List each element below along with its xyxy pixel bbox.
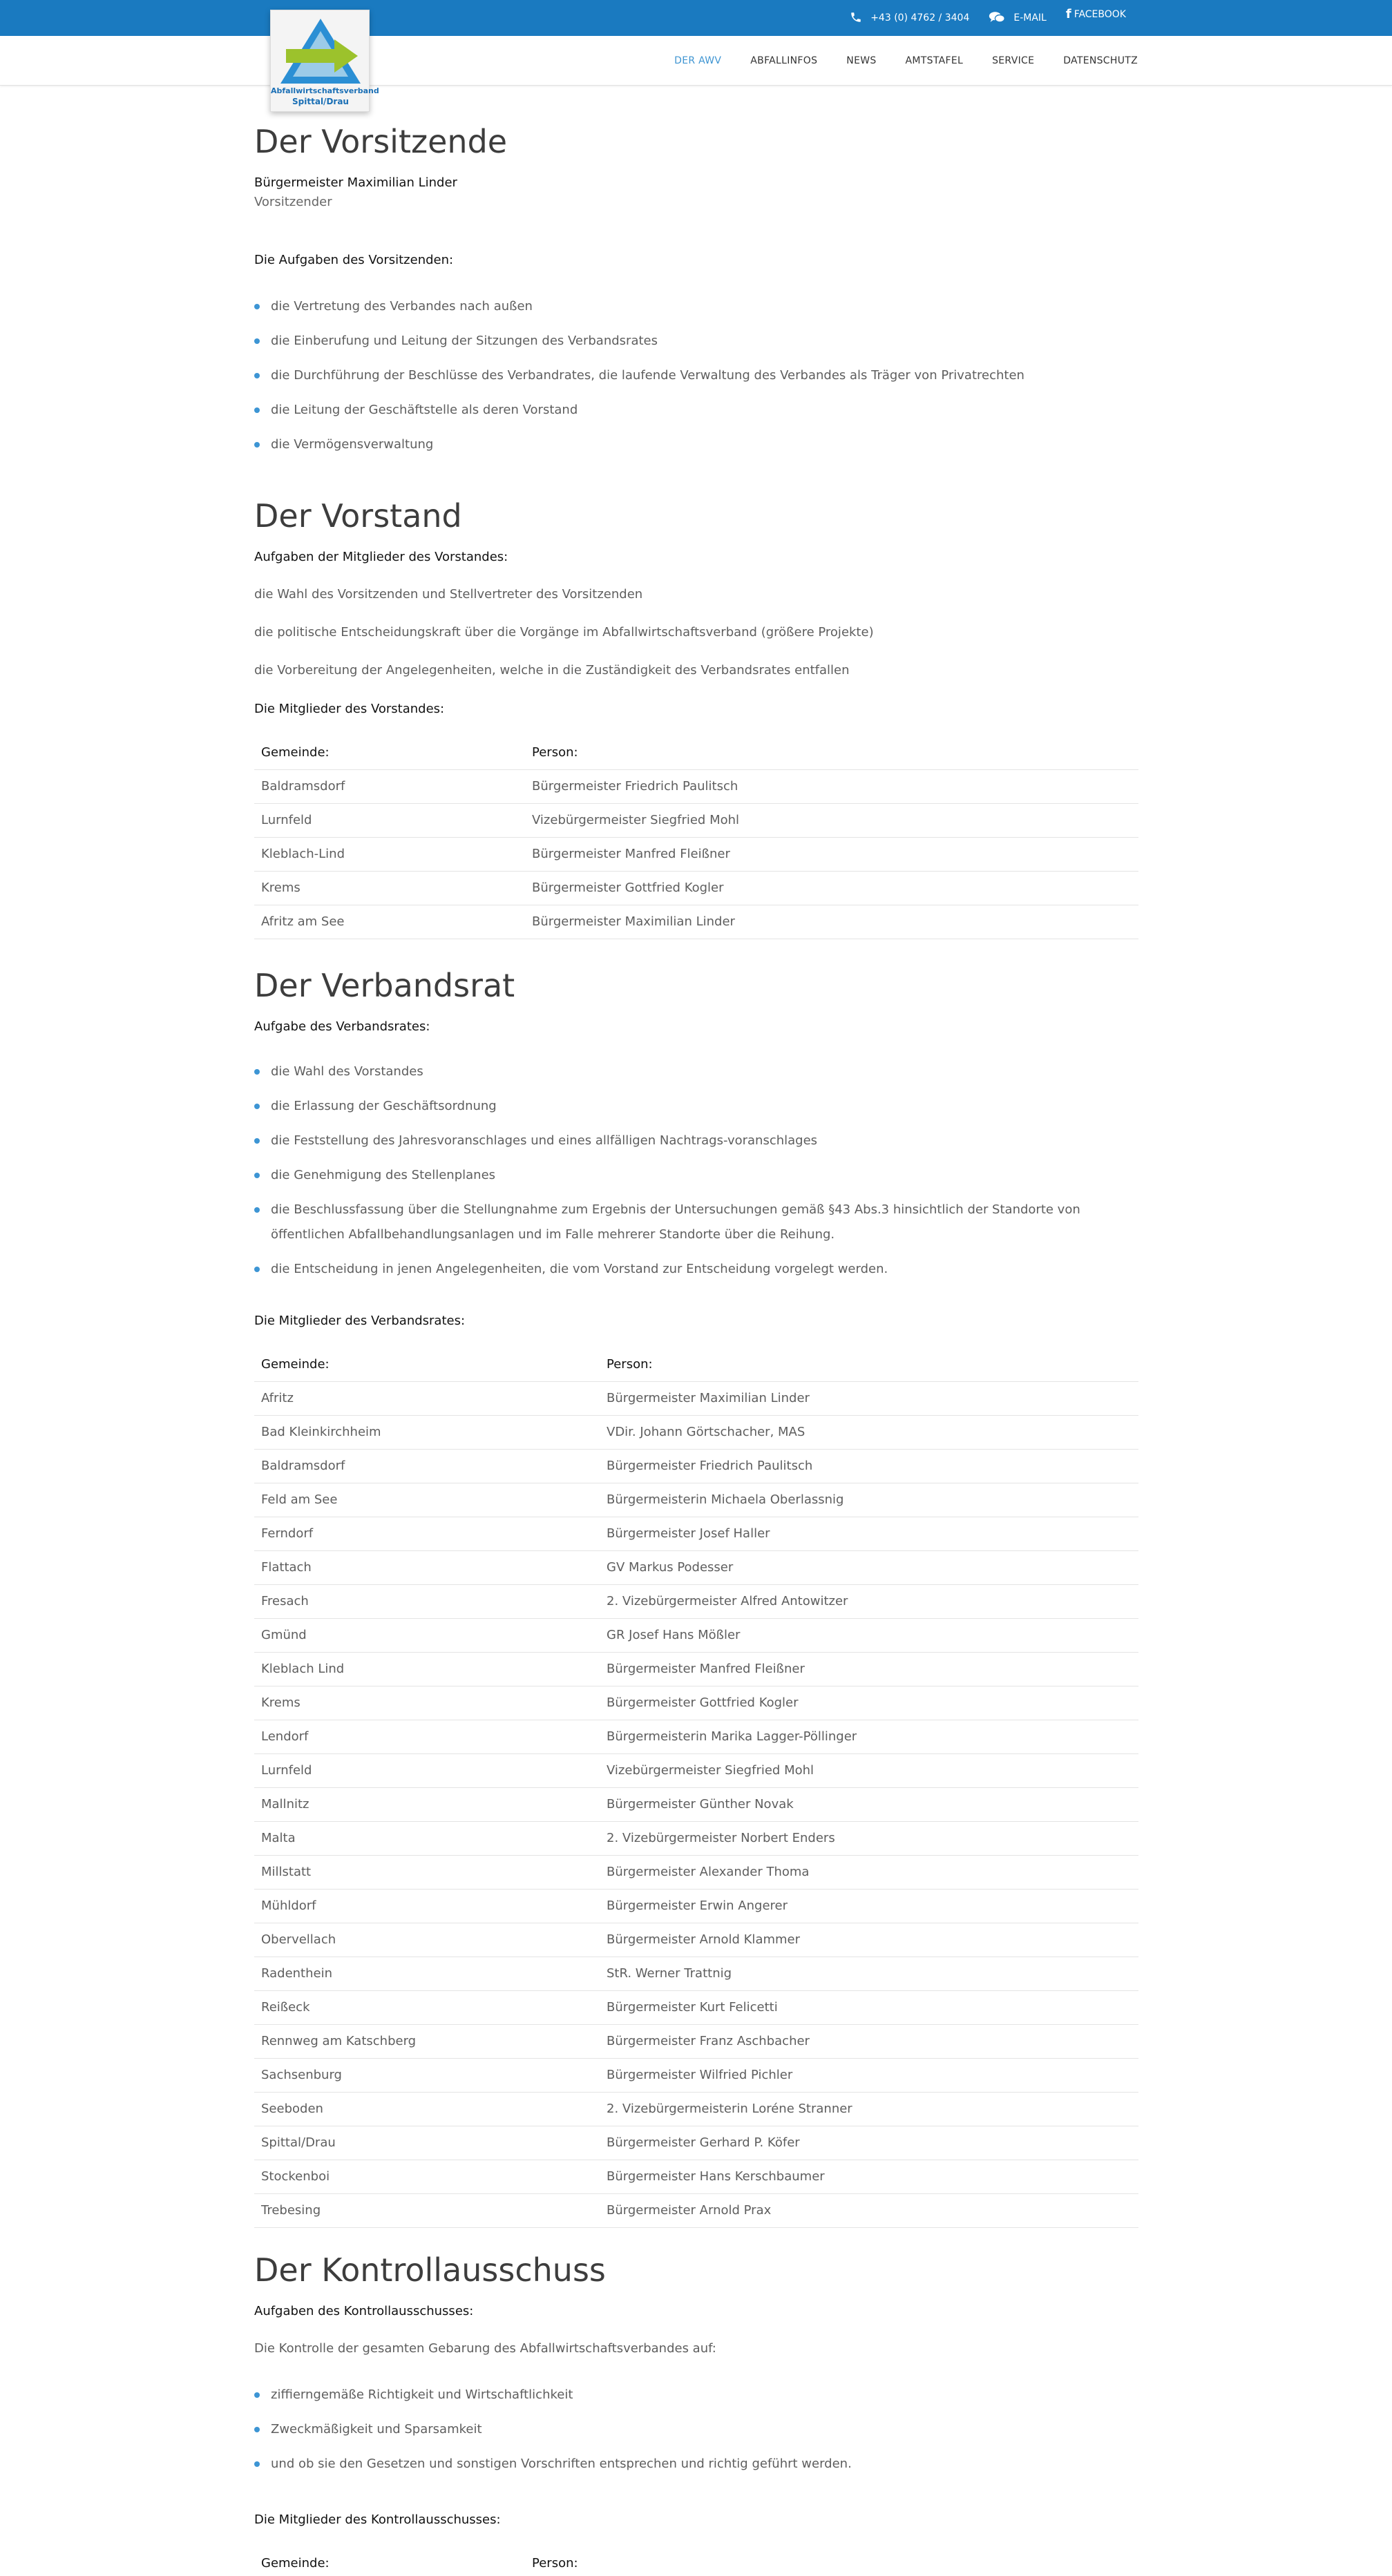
column-header-gemeinde: Gemeinde: [254,736,525,769]
table-row [254,1449,1138,1483]
table-cell: Lendorf [254,1720,600,1753]
table-cell: Afritz am See [254,905,525,939]
table-row [254,1584,1138,1618]
table-row [254,1923,1138,1957]
table-cell: GR Josef Hans Mößler [600,1618,1138,1652]
table-cell: Bürgermeister Arnold Prax [600,2193,1138,2227]
table-cell: Bad Kleinkirchheim [254,1415,600,1449]
chat-bubbles-icon [989,10,1005,26]
chairman-name: Bürgermeister Maximilian Linder [254,175,457,190]
table-cell: Ferndorf [254,1517,600,1550]
table-row [254,803,1138,837]
council-tasks-heading: Aufgabe des Verbandsrates: [254,1019,430,1034]
nav-abfallinfos[interactable]: ABFALLINFOS [750,55,818,66]
table-cell: Baldramsdorf [254,1449,600,1483]
table-cell: Mallnitz [254,1787,600,1821]
audit-tasks-heading: Aufgaben des Kontrollausschusses: [254,2304,474,2318]
table-row [254,1855,1138,1889]
table-cell: GV Markus Podesser [600,1550,1138,1584]
list-item: und ob sie den Gesetzen und sonstigen Vorschriften entsprechen und richtig geführt werden. [254,2452,1138,2477]
email-link[interactable] [989,10,1046,26]
table-cell: Bürgermeister Gottfried Kogler [525,871,1138,905]
column-header-person: Person: [525,736,1138,769]
table-cell: Bürgermeister Franz Aschbacher [600,2024,1138,2058]
table-cell: Malta [254,1821,600,1855]
table-cell: Afritz [254,1381,600,1415]
table-row [254,1787,1138,1821]
list-item: ziffierngemäße Richtigkeit und Wirtschaftlichkeit [254,2383,1138,2407]
list-item: die Entscheidung in jenen Angelegenheiten, die vom Vorstand zur Entscheidung vorgelegt werden. [254,1257,1138,1282]
table-cell: Seeboden [254,2092,600,2126]
table-cell: Reißeck [254,1990,600,2024]
section-title-vorstand: Der Vorstand [254,497,462,535]
council-tasks-list [254,1059,1138,1291]
table-cell: Millstatt [254,1855,600,1889]
list-item: die Feststellung des Jahresvoranschlages und eines allfälligen Nachtrags-voranschlages [254,1128,1138,1153]
table-row [254,1957,1138,1990]
list-item: die Beschlussfassung über die Stellungnahme zum Ergebnis der Untersuchungen gemäß §43 Abs.3 hinsichtlich der Standorte von öffentlichen Abfallbehandlungsanlagen und im Falle mehrerer Standorte über die Reihung. [254,1198,1138,1247]
table-row [254,1550,1138,1584]
logo-emblem [276,16,365,85]
table-cell: Bürgermeister Josef Haller [600,1517,1138,1550]
table-cell: StR. Werner Trattnig [600,1957,1138,1990]
table-cell: Bürgermeisterin Marika Lagger-Pöllinger [600,1720,1138,1753]
column-header-gemeinde: Gemeinde: [254,1348,600,1381]
column-header-gemeinde: Gemeinde: [254,2547,525,2576]
list-item: die Einberufung und Leitung der Sitzungen des Verbandsrates [254,329,1138,354]
table-row [254,1990,1138,2024]
table-cell: Bürgermeister Wilfried Pichler [600,2058,1138,2092]
table-cell: 2. Vizebürgermeisterin Loréne Stranner [600,2092,1138,2126]
list-item: die Genehmigung des Stellenplanes [254,1163,1138,1188]
list-item: die Erlassung der Geschäftsordnung [254,1094,1138,1119]
email-label: E-MAIL [1013,12,1047,23]
list-item: Zweckmäßigkeit und Sparsamkeit [254,2417,1138,2442]
nav-der-awv[interactable]: DER AWV [674,55,722,66]
table-cell: Fresach [254,1584,600,1618]
table-row [254,1889,1138,1923]
board-tasks-heading: Aufgaben der Mitglieder des Vorstandes: [254,550,508,564]
list-item: die Leitung der Geschäftstelle als deren Vorstand [254,398,1138,423]
table-row [254,837,1138,871]
main-navbar [0,36,1392,86]
table-cell: Rennweg am Katschberg [254,2024,600,2058]
table-cell: VDir. Johann Görtschacher, MAS [600,1415,1138,1449]
table-cell: Sachsenburg [254,2058,600,2092]
top-bar [0,0,1392,36]
site-logo[interactable] [270,10,379,112]
board-members-table [254,736,1138,939]
nav-service[interactable]: SERVICE [992,55,1035,66]
table-cell: Obervellach [254,1923,600,1957]
chairman-tasks-heading: Die Aufgaben des Vorsitzenden: [254,253,454,267]
table-row [254,2092,1138,2126]
audit-members-heading: Die Mitglieder des Kontrollausschusses: [254,2512,501,2527]
table-cell: Bürgermeister Manfred Fleißner [525,837,1138,871]
board-task-2: die politische Entscheidungskraft über die Vorgänge im Abfallwirtschaftsverband (größere Projekte) [254,625,874,640]
table-row [254,1381,1138,1415]
table-cell: Bürgermeister Günther Novak [600,1787,1138,1821]
table-cell: Stockenboi [254,2160,600,2193]
table-row [254,2024,1138,2058]
list-item: die Wahl des Vorstandes [254,1059,1138,1084]
table-cell: Bürgermeister Friedrich Paulitsch [600,1449,1138,1483]
chairman-tasks-list [254,294,1138,467]
facebook-label: FACEBOOK [1074,9,1126,20]
table-row [254,905,1138,939]
facebook-link[interactable] [1066,8,1126,21]
table-cell: Gmünd [254,1618,600,1652]
table-cell: Trebesing [254,2193,600,2227]
council-members-heading: Die Mitglieder des Verbandsrates: [254,1314,466,1328]
table-cell: Flattach [254,1550,600,1584]
table-row [254,2160,1138,2193]
table-cell: Bürgermeister Gerhard P. Köfer [600,2126,1138,2160]
section-title-verbandsrat: Der Verbandsrat [254,967,515,1004]
table-row [254,2126,1138,2160]
table-row [254,2193,1138,2227]
council-members-rows [254,1381,1138,2227]
table-cell: Bürgermeister Maximilian Linder [525,905,1138,939]
table-header-row [254,736,1138,769]
section-title-kontrollausschuss: Der Kontrollausschuss [254,2251,606,2289]
table-cell: 2. Vizebürgermeister Norbert Enders [600,1821,1138,1855]
table-row [254,1517,1138,1550]
chairman-role: Vorsitzender [254,195,332,209]
table-row [254,2058,1138,2092]
table-cell: Kleblach-Lind [254,837,525,871]
top-contact-bar [850,0,1126,36]
board-task-1: die Wahl des Vorsitzenden und Stellvertreter des Vorsitzenden [254,587,643,602]
board-task-3: die Vorbereitung der Angelegenheiten, welche in die Zuständigkeit des Verbandsrates entfallen [254,663,850,677]
main-navigation [674,36,1138,86]
column-header-person: Person: [600,1348,1138,1381]
phone-number: +43 (0) 4762 / 3404 [870,12,970,23]
table-cell: Bürgermeister Kurt Felicetti [600,1990,1138,2024]
table-cell: Krems [254,1686,600,1720]
facebook-icon: f [1065,7,1071,21]
table-header-row [254,1348,1138,1381]
nav-news[interactable]: NEWS [846,55,877,66]
section-title-vorsitzende: Der Vorsitzende [254,123,508,160]
table-cell: Bürgermeister Gottfried Kogler [600,1686,1138,1720]
logo-text-line1: Abfallwirtschaftsverband [271,86,379,95]
table-cell: Krems [254,871,525,905]
table-cell: Bürgermeisterin Michaela Oberlassnig [600,1483,1138,1517]
table-row [254,1686,1138,1720]
board-members-heading: Die Mitglieder des Vorstandes: [254,702,445,716]
table-cell: Bürgermeister Maximilian Linder [600,1381,1138,1415]
table-header-row [254,2547,1138,2576]
table-row [254,1618,1138,1652]
table-row [254,1652,1138,1686]
table-cell: Bürgermeister Arnold Klammer [600,1923,1138,1957]
column-header-person: Person: [525,2547,1138,2576]
table-cell: Vizebürgermeister Siegfried Mohl [525,803,1138,837]
table-cell: Bürgermeister Hans Kerschbaumer [600,2160,1138,2193]
table-cell: Mühldorf [254,1889,600,1923]
phone-icon [850,11,862,26]
table-row [254,1753,1138,1787]
table-cell: Feld am See [254,1483,600,1517]
list-item: die Vermögensverwaltung [254,432,1138,457]
table-cell: Bürgermeister Manfred Fleißner [600,1652,1138,1686]
list-item: die Vertretung des Verbandes nach außen [254,294,1138,319]
table-cell: Radenthein [254,1957,600,1990]
phone-link[interactable] [850,11,969,26]
table-cell: Bürgermeister Alexander Thoma [600,1855,1138,1889]
table-cell: Baldramsdorf [254,769,525,803]
table-cell: 2. Vizebürgermeister Alfred Antowitzer [600,1584,1138,1618]
logo-text-line2: Spittal/Drau [292,97,349,106]
list-item: die Durchführung der Beschlüsse des Verbandrates, die laufende Verwaltung des Verbandes als Träger von Privatrechten [254,363,1138,388]
table-row [254,1720,1138,1753]
table-cell: Kleblach Lind [254,1652,600,1686]
table-row [254,871,1138,905]
nav-datenschutz[interactable]: DATENSCHUTZ [1063,55,1138,66]
table-row [254,1415,1138,1449]
table-row [254,1483,1138,1517]
table-cell: Vizebürgermeister Siegfried Mohl [600,1753,1138,1787]
table-cell: Lurnfeld [254,803,525,837]
council-members-table [254,1348,1138,2228]
table-cell: Bürgermeister Friedrich Paulitsch [525,769,1138,803]
table-row [254,1821,1138,1855]
table-cell: Spittal/Drau [254,2126,600,2160]
nav-amtstafel[interactable]: AMTSTAFEL [905,55,964,66]
audit-intro: Die Kontrolle der gesamten Gebarung des Abfallwirtschaftsverbandes auf: [254,2341,716,2356]
audit-members-table [254,2547,1138,2576]
table-row [254,769,1138,803]
table-cell: Bürgermeister Erwin Angerer [600,1889,1138,1923]
audit-tasks-list [254,2383,1138,2486]
table-cell: Lurnfeld [254,1753,600,1787]
